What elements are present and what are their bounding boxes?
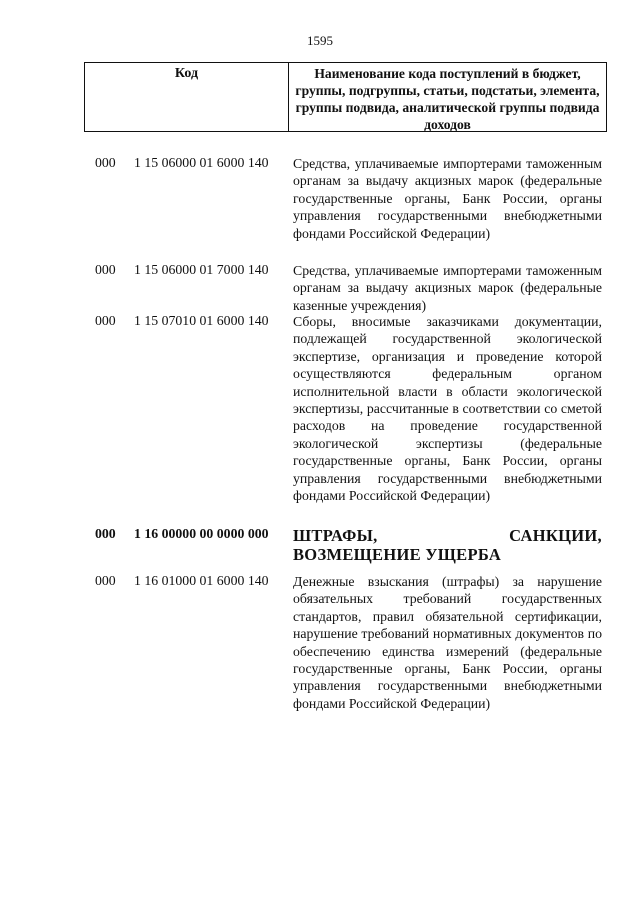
revenue-code: 1 15 07010 01 6000 140	[134, 313, 269, 328]
table-header	[84, 62, 607, 132]
revenue-description: Сборы, вносимые заказчиками документации, подлежащей государственной экологической экспертизе, организация и проведение которой осуществляются федеральным органом исполнительной власти в области экологической экспертизы, рассчитанные в соответствии со сметой расходов на проведение государственной экологической экспертизы (федеральные государственные органы, Банк России, органы управления государственными внебюджетными фондами Российской Федерации)	[293, 314, 602, 504]
revenue-description: Средства, уплачиваемые импортерами таможенным органам за выдачу акцизных марок (федеральные государственные органы, Банк России, органы управления государственными внебюджетными фондами Российской Федерации)	[293, 156, 602, 241]
revenue-code: 1 15 06000 01 6000 140	[134, 155, 269, 170]
revenue-description: Средства, уплачиваемые импортерами таможенным органам за выдачу акцизных марок (федеральные казенные учреждения)	[293, 263, 602, 313]
page-number: 1595	[307, 33, 333, 48]
revenue-description: Денежные взыскания (штрафы) за нарушение обязательных требований государственных стандартов, правил обязательной сертификации, нарушение требований нормативных документов по обеспечению единства измерений (федеральные государственные органы, Банк России, органы управления государственными внебюджетными фондами Российской Федерации)	[293, 574, 602, 711]
header-code: Код	[85, 63, 289, 131]
admin-code: 000	[95, 573, 116, 588]
admin-code: 000	[95, 155, 116, 170]
revenue-code: 1 16 01000 01 6000 140	[134, 573, 269, 588]
revenue-code: 1 16 00000 00 0000 000	[134, 526, 269, 541]
revenue-code: 1 15 06000 01 7000 140	[134, 262, 269, 277]
admin-code: 000	[95, 526, 116, 541]
admin-code: 000	[95, 262, 116, 277]
header-name: Наименование кода поступлений в бюджет, группы, подгруппы, статьи, подстатьи, элемента, группы подвида, аналитической группы подвида доходов	[295, 66, 600, 132]
admin-code: 000	[95, 313, 116, 328]
section-heading: ШТРАФЫ, САНКЦИИ, ВОЗМЕЩЕНИЕ УЩЕРБА	[293, 526, 602, 564]
